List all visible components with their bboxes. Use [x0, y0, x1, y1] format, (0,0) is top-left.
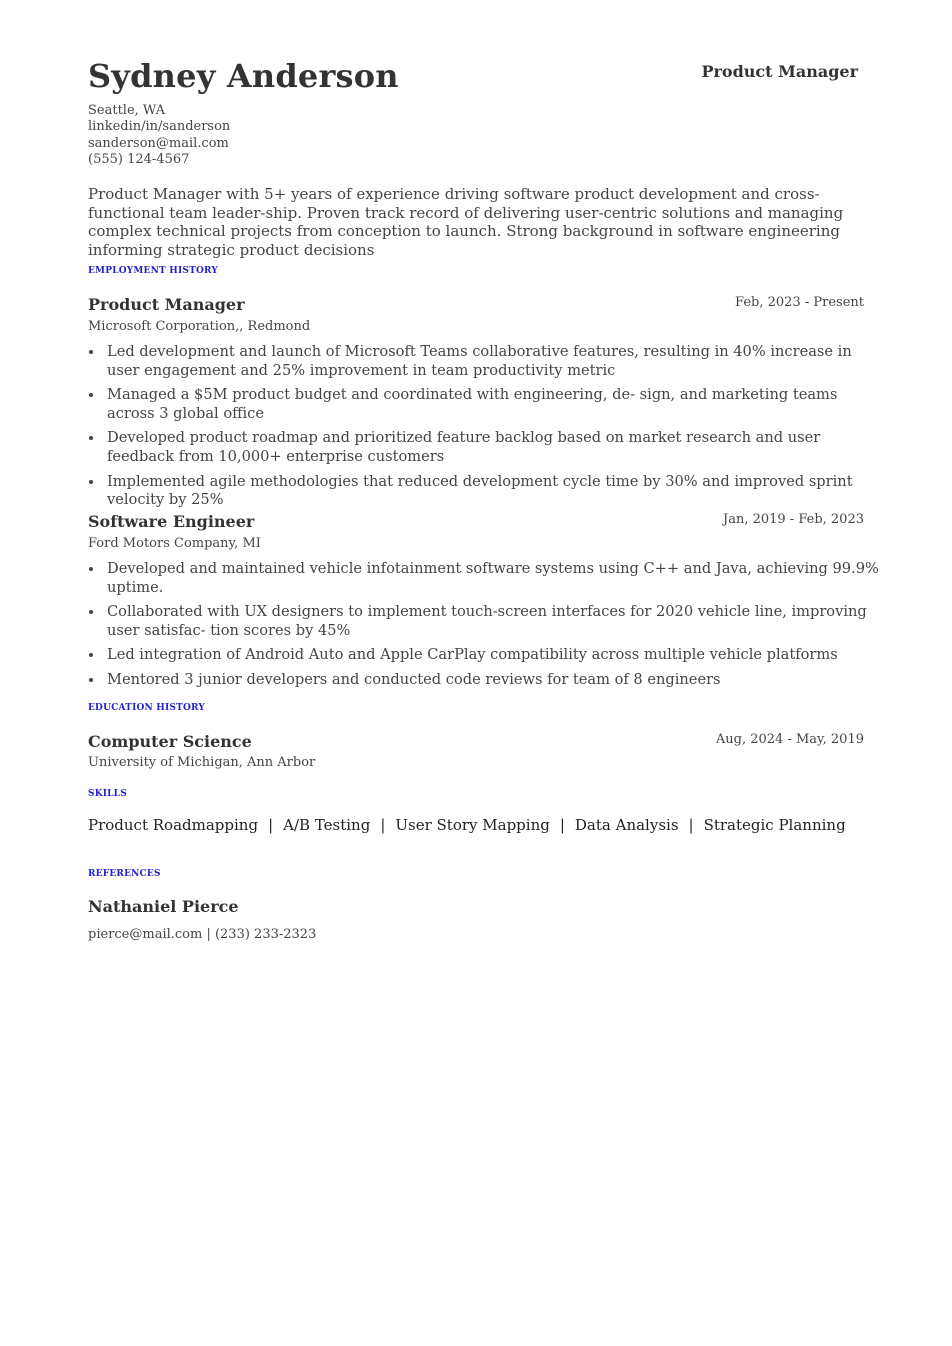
- list-item: Led development and launch of Microsoft Teams collaborative features, resulting in 40% increase in user engagement and 25% improvement in team productivity metric: [88, 343, 888, 380]
- education-dates: Aug, 2024 - May, 2019: [715, 732, 864, 747]
- skill-item: A/B Testing: [283, 816, 371, 834]
- contact-block: [88, 103, 230, 168]
- skill-separator: |: [688, 816, 694, 834]
- list-item: Mentored 3 junior developers and conducted code reviews for team of 8 engineers: [88, 671, 888, 690]
- section-heading-references: REFERENCES: [88, 869, 161, 879]
- skill-separator: |: [559, 816, 565, 834]
- contact-location: Seattle, WA: [88, 103, 166, 118]
- contact-email: sanderson@mail.com: [88, 135, 229, 151]
- list-item: Implemented agile methodologies that reduced development cycle time by 30% and improved sprint velocity by 25%: [88, 473, 888, 510]
- job-company: Ford Motors Company, MI: [88, 536, 261, 551]
- candidate-name: Sydney Anderson: [88, 57, 399, 95]
- list-item: Collaborated with UX designers to implement touch-screen interfaces for 2020 vehicle line, improving user satisfac- tion scores by 45%: [88, 603, 888, 640]
- candidate-job-title: Product Manager: [701, 62, 858, 81]
- job-company: Microsoft Corporation,, Redmond: [88, 319, 311, 334]
- reference-contact: pierce@mail.com | (233) 233-2323: [88, 927, 317, 942]
- job-title: Product Manager: [88, 295, 245, 314]
- list-item: Developed and maintained vehicle infotainment software systems using C++ and Java, achieving 99.9% uptime.: [88, 560, 888, 597]
- job-bullets: [88, 343, 888, 516]
- list-item: Managed a $5M product budget and coordinated with engineering, de- sign, and marketing teams across 3 global office: [88, 386, 888, 423]
- professional-summary: Product Manager with 5+ years of experience driving software product development and cross-functional team leader-ship. Proven track record of delivering user-centric solutions and managing complex technical projects from conception to launch. Strong background in software engineering informing strategic product decisions: [88, 185, 844, 259]
- skill-separator: |: [268, 816, 274, 834]
- skill-item: User Story Mapping: [395, 816, 550, 834]
- skill-separator: |: [380, 816, 386, 834]
- job-title: Software Engineer: [88, 512, 255, 531]
- skill-item: Strategic Planning: [703, 816, 846, 834]
- section-heading-education: EDUCATION HISTORY: [88, 703, 206, 713]
- reference-name: Nathaniel Pierce: [88, 897, 239, 916]
- section-heading-employment: EMPLOYMENT HISTORY: [88, 266, 219, 276]
- job-dates: Jan, 2019 - Feb, 2023: [722, 512, 864, 527]
- education-school: University of Michigan, Ann Arbor: [88, 755, 316, 770]
- skill-item: Product Roadmapping: [88, 816, 259, 834]
- job-bullets: [88, 560, 888, 696]
- job-dates: Feb, 2023 - Present: [735, 295, 864, 310]
- list-item: Led integration of Android Auto and Apple CarPlay compatibility across multiple vehicle platforms: [88, 646, 888, 665]
- education-degree: Computer Science: [88, 732, 252, 751]
- list-item: Developed product roadmap and prioritized feature backlog based on market research and user feedback from 10,000+ enterprise customers: [88, 429, 888, 466]
- skills-list: [88, 816, 846, 834]
- skill-item: Data Analysis: [574, 816, 679, 834]
- contact-linkedin: linkedin/in/sanderson: [88, 119, 231, 135]
- contact-phone: (555) 124-4567: [88, 151, 190, 167]
- section-heading-skills: SKILLS: [88, 789, 127, 799]
